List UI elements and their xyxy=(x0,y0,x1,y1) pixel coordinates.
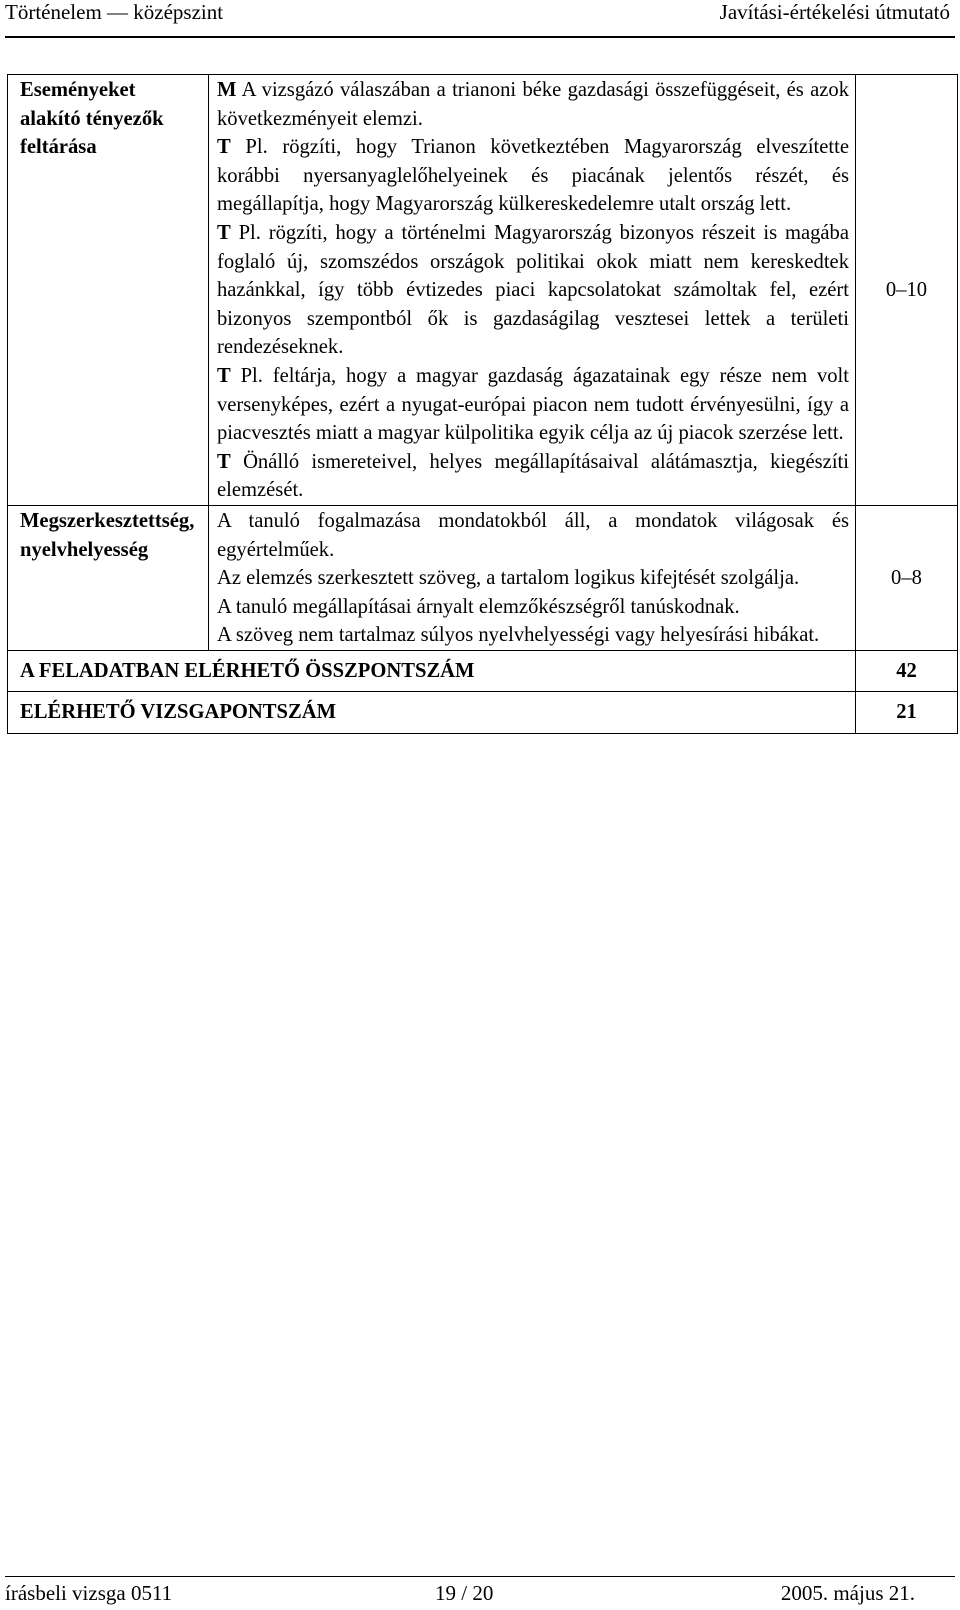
item-text: Pl. rögzíti, hogy a történelmi Magyarország bizonyos részeit is magába foglaló új, szomszédos országok politikai okok miatt nem kereskedtek hazánkkal, így több évtizedes piaci kapcsolatokat számoltak fel, ezért bizonyos szempontból ők is gazdaságilag vesztesei lettek a területi rendezéseknek. xyxy=(217,221,849,359)
summary-value: 21 xyxy=(856,692,958,734)
footer-exam-code: írásbeli vizsga 0511 xyxy=(5,1581,173,1605)
item-tag: T xyxy=(217,364,231,387)
criterion-cell: Megszerkesztettség, nyelvhelyesség xyxy=(8,505,209,650)
points-cell: 0–10 xyxy=(856,75,958,506)
grading-table xyxy=(7,74,958,734)
item-text: Önálló ismereteivel, helyes megállapításaival alátámasztja, kiegészíti elemzését. xyxy=(217,450,849,502)
criterion-item xyxy=(217,448,849,505)
item-text: Pl. feltárja, hogy a magyar gazdaság ágazatainak egy része nem volt versenyképes, ezért a nyugat-európai piacon nem tudott érvényesülni, így a piacvesztés miatt a magyar külpolitika egyik célja az új piacok szerzése lett. xyxy=(217,364,849,445)
description-cell xyxy=(209,75,856,506)
criterion-cell: Eseményeket alakító tényezők feltárása xyxy=(8,75,209,506)
points-cell: 0–8 xyxy=(856,505,958,650)
item-tag: T xyxy=(217,136,231,159)
item-text: A vizsgázó válaszában a trianoni béke gazdasági összefüggéseit, és azok következményeit elemzi. xyxy=(217,79,849,130)
item-tag: T xyxy=(217,221,231,244)
footer-date: 2005. május 21. xyxy=(780,1581,915,1605)
summary-row xyxy=(8,650,958,692)
page-footer xyxy=(5,1576,955,1610)
summary-row xyxy=(8,692,958,734)
criterion-item xyxy=(217,219,849,362)
criterion-item: Az elemzés szerkesztett szöveg, a tartalom logikus kifejtését szolgálja. xyxy=(217,567,800,590)
summary-value: 42 xyxy=(856,650,958,692)
item-tag: T xyxy=(217,450,231,473)
footer-page-number: 19 / 20 xyxy=(435,1581,494,1605)
summary-label: A FELADATBAN ELÉRHETŐ ÖSSZPONTSZÁM xyxy=(8,650,856,692)
table-row xyxy=(8,75,958,506)
table-row xyxy=(8,505,958,650)
criterion-item xyxy=(217,76,849,133)
criterion-item: A tanuló fogalmazása mondatokból áll, a mondatok világosak és egyértelműek. xyxy=(217,509,849,561)
criterion-item xyxy=(217,133,849,219)
criterion-item xyxy=(217,362,849,448)
summary-label: ELÉRHETŐ VIZSGAPONTSZÁM xyxy=(8,692,856,734)
item-tag: M xyxy=(217,79,237,101)
description-cell xyxy=(209,505,856,650)
item-text: Pl. rögzíti, hogy Trianon következtében Magyarország elveszítette korábbi nyersanyaglelőhelyeinek és piacának jelentős részét, és megállapítja, hogy Magyarország külkereskedelemre utalt ország lett. xyxy=(217,136,849,216)
header-subject: Történelem — középszint xyxy=(5,0,224,24)
header-doc-type: Javítási-értékelési útmutató xyxy=(719,0,950,24)
page-header xyxy=(5,0,955,38)
criterion-item: A tanuló megállapításai árnyalt elemzőkészségről tanúskodnak. xyxy=(217,595,740,618)
criterion-item: A szöveg nem tartalmaz súlyos nyelvhelyességi vagy helyesírási hibákat. xyxy=(217,624,820,647)
